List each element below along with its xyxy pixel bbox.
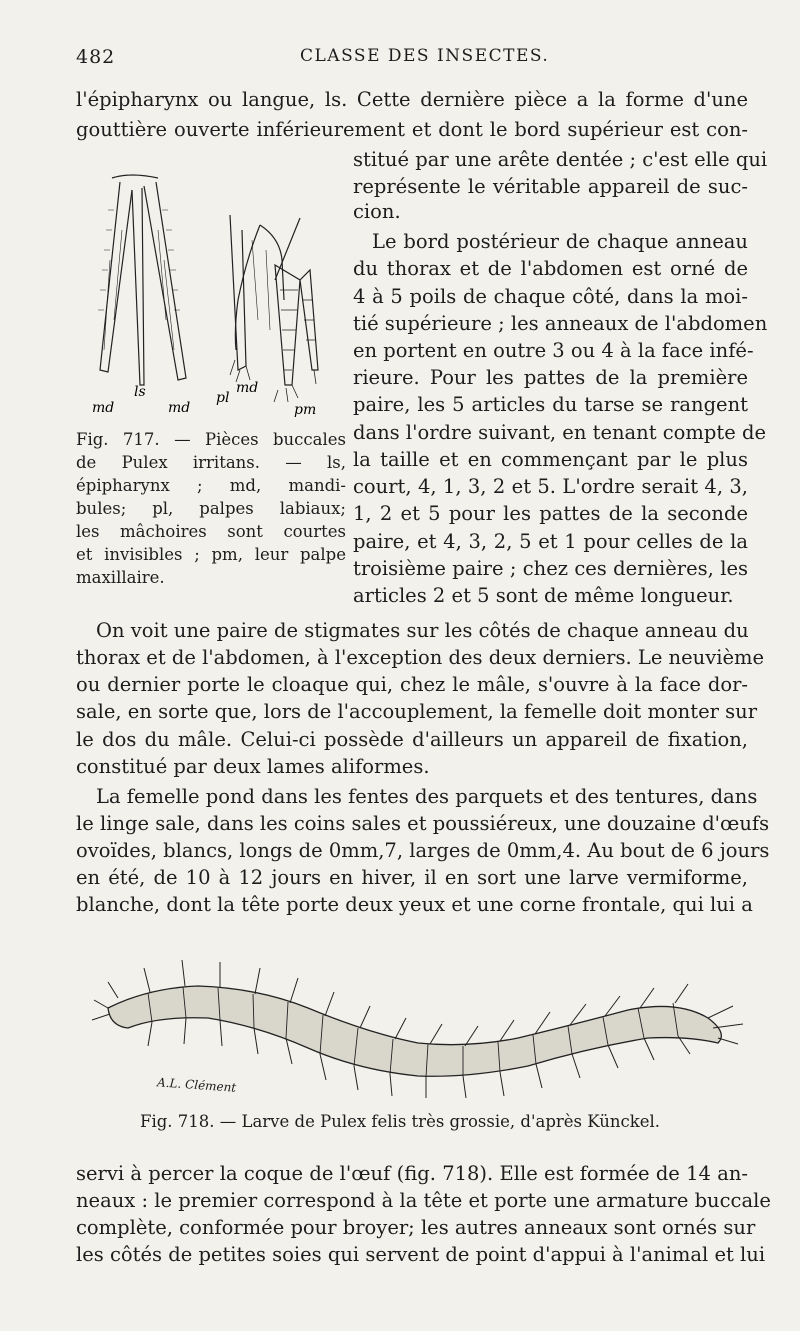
- fig-717-caption-line: maxillaire.: [76, 568, 165, 587]
- label-md-3: md: [236, 380, 259, 396]
- text-line: stitué par une arête dentée ; c'est elle qui: [353, 148, 768, 171]
- fig-717-caption-line: de Pulex irritans. — ls,: [76, 453, 346, 472]
- engraver-signature: A.L. Clément: [156, 1075, 237, 1095]
- label-pl: pl: [216, 390, 230, 406]
- fig-717-caption-line: épipharynx ; md, mandi-: [76, 476, 346, 495]
- text-line: rieure. Pour les pattes de la première: [353, 366, 748, 389]
- text-line: 1, 2 et 5 pour les pattes de la seconde: [353, 502, 748, 525]
- text-line: en été, de 10 à 12 jours en hiver, il en sort une larve vermiforme,: [76, 866, 748, 889]
- fig-717-caption-line: bules; pl, palpes labiaux;: [76, 499, 346, 518]
- text-line: Le bord postérieur de chaque anneau: [372, 230, 748, 253]
- text-line: paire, les 5 articles du tarse se rangent: [353, 393, 748, 416]
- larva-body: [108, 986, 721, 1076]
- text-line: la taille et en commençant par le plus: [353, 448, 748, 471]
- figure-717-illustration: [70, 170, 340, 425]
- text-line: ovoïdes, blancs, longs de 0mm,7, larges de 0mm,4. Au bout de 6 jours: [76, 839, 770, 862]
- label-md-2: md: [168, 400, 191, 416]
- text-line: les côtés de petites soies qui servent de point d'appui à l'animal et lui: [76, 1243, 766, 1266]
- label-ls: ls: [134, 384, 146, 400]
- text-line: neaux : le premier correspond à la tête et porte une armature buccale: [76, 1189, 771, 1212]
- text-line: complète, conformée pour broyer; les autres anneaux sont ornés sur: [76, 1216, 756, 1239]
- label-pm: pm: [294, 402, 317, 418]
- mouthparts-right-drawing: [230, 215, 318, 402]
- text-line: troisième paire ; chez ces dernières, les: [353, 557, 748, 580]
- label-md-1: md: [92, 400, 115, 416]
- text-line: court, 4, 1, 3, 2 et 5. L'ordre serait 4, 3,: [353, 475, 748, 498]
- text-line: sale, en sorte que, lors de l'accouplement, la femelle doit monter sur: [76, 700, 758, 723]
- text-line: ou dernier porte le cloaque qui, chez le mâle, s'ouvre à la face dor-: [76, 673, 748, 696]
- fig-718-caption: Fig. 718. — Larve de Pulex felis très grossie, d'après Künckel.: [140, 1112, 660, 1131]
- fig-717-caption-line: et invisibles ; pm, leur palpe: [76, 545, 346, 564]
- text-line: le linge sale, dans les coins sales et poussiéreux, une douzaine d'œufs: [76, 812, 770, 835]
- fig-717-caption-line: les mâchoires sont courtes: [76, 522, 346, 541]
- figure-718-larva-illustration: [88, 948, 748, 1098]
- text-line: constitué par deux lames aliformes.: [76, 755, 430, 778]
- text-line: blanche, dont la tête porte deux yeux et une corne frontale, qui lui a: [76, 893, 753, 916]
- text-line: en portent en outre 3 ou 4 à la face infé-: [353, 339, 754, 362]
- text-line: du thorax et de l'abdomen est orné de: [353, 257, 748, 280]
- text-line: thorax et de l'abdomen, à l'exception des deux derniers. Le neuvième: [76, 646, 765, 669]
- page-header: [76, 46, 744, 74]
- fig-717-caption-line: Fig. 717. — Pièces buccales: [76, 430, 346, 449]
- text-line: tié supérieure ; les anneaux de l'abdomen: [353, 312, 768, 335]
- running-head: CLASSE DES INSECTES.: [300, 46, 550, 66]
- text-line: l'épipharynx ou langue, ls. Cette dernière pièce a la forme d'une: [76, 88, 748, 111]
- text-line: servi à percer la coque de l'œuf (fig. 718). Elle est formée de 14 an-: [76, 1162, 748, 1185]
- text-line: articles 2 et 5 sont de même longueur.: [353, 584, 734, 607]
- text-line: dans l'ordre suivant, en tenant compte de: [353, 421, 766, 444]
- text-line: représente le véritable appareil de suc-: [353, 175, 748, 198]
- text-line: 4 à 5 poils de chaque côté, dans la moi-: [353, 285, 748, 308]
- text-line: La femelle pond dans les fentes des parquets et des tentures, dans: [96, 785, 758, 808]
- text-line: On voit une paire de stigmates sur les côtés de chaque anneau du: [96, 619, 749, 642]
- mouthparts-left-drawing: [98, 175, 186, 385]
- text-line: paire, et 4, 3, 2, 5 et 1 pour celles de la: [353, 530, 748, 553]
- text-line: cion.: [353, 200, 401, 223]
- text-line: le dos du mâle. Celui-ci possède d'ailleurs un appareil de fixation,: [76, 728, 748, 751]
- text-line: gouttière ouverte inférieurement et dont le bord supérieur est con-: [76, 118, 748, 141]
- page-number: 482: [76, 46, 116, 68]
